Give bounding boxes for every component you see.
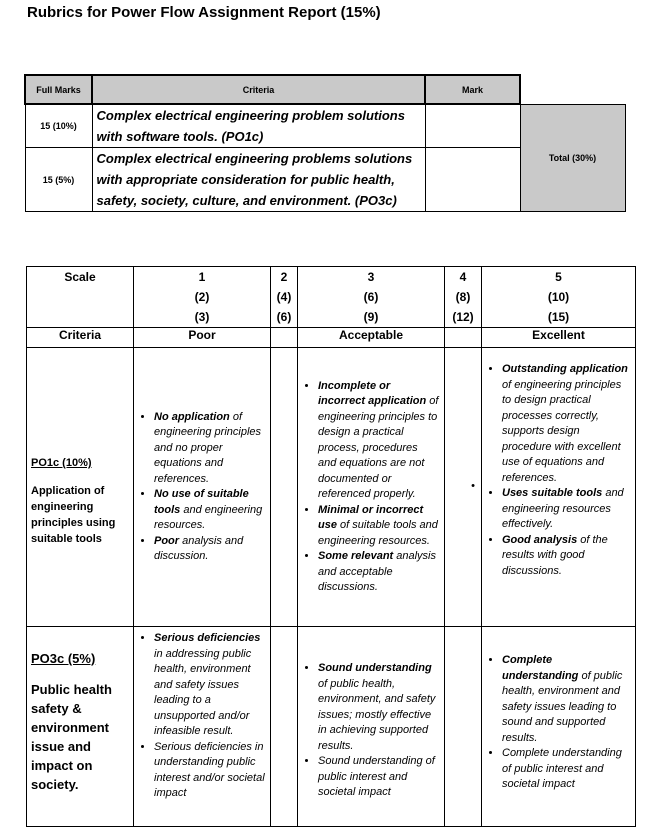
item-text: of public health, environment, and safety issues; mostly effective in achieving supported results. [318,677,436,752]
bold-text: Serious deficiencies [154,632,261,644]
po3c-poor-list [138,631,265,802]
item-text: of the results with good discussions. [502,533,608,577]
item-text: of engineering principles to design a practical process, procedures and equations are not documented or referenced properly. [318,395,439,500]
po3c-code: PO3c (5%) [31,651,96,666]
list-item [502,533,630,580]
bold-text: Incomplete or incorrect application [318,379,427,407]
item-text: and engineering resources effectively. [502,487,624,530]
item-text: Serious deficiencies in understanding public interest and/or societal impact [154,740,265,799]
list-item [318,661,439,754]
scale-1-value-c: (3) [194,310,210,324]
marks-table [24,74,626,212]
po3c-acceptable-cell [298,627,445,827]
list-item [318,549,439,596]
item-text: Complete understanding of public interest and societal impact [502,747,622,790]
scale-col-1 [134,267,271,328]
po3c-excellent-cell [482,627,636,827]
item-text: analysis and discussion. [154,534,244,562]
bold-text: Minimal or incorrect use [318,503,424,531]
list-item [318,754,439,801]
full-marks-header: Full Marks [25,75,92,104]
criteria-po3c: Complex electrical engineering problems solutions with appropriate consideration for public health, safety, society, culture, and environment. (PO3c) [92,148,425,212]
scale-2-value-c: (6) [276,310,292,324]
scale-label [27,267,134,328]
list-item [318,379,439,503]
po1c-excellent-cell [482,348,636,627]
bold-text: Uses suitable tools [502,487,603,499]
criteria-po1c: Complex electrical engineering problem solutions with software tools. (PO1c) [92,104,425,148]
po1c-excellent-list [486,362,630,579]
item-text: of engineering principles to design practical processes correctly, supports design procedure with excellent use of equations and references. [502,378,622,484]
po3c-poor-cell [134,627,271,827]
po3c-col-4 [445,627,482,827]
item-text: Sound understanding of public interest and societal impact [318,755,435,798]
po3c-col-2 [271,627,298,827]
scale-col-3 [298,267,445,328]
item-text: of suitable tools and engineering resources. [318,519,438,547]
po3c-description: Public health safety & environment issue and impact on society. [31,682,112,792]
bold-text: Sound understanding [318,662,432,674]
bold-text: Outstanding application [502,363,628,375]
page-title: Rubrics for Power Flow Assignment Report (15%) [27,4,381,21]
po1c-poor-cell [134,348,271,627]
item-text: of public health, environment and safety issues leading to sound and supported results. [502,669,623,744]
label-col-4 [445,328,482,348]
list-item [502,486,630,533]
mark-input-po3c[interactable] [425,148,520,212]
list-item [154,631,265,740]
mark-header: Mark [425,75,520,104]
po1c-acceptable-cell [298,348,445,627]
scale-1-value-b: (2) [194,290,210,304]
scale-5-value-b: (10) [547,290,570,304]
bold-text: Some relevant [318,550,394,562]
po1c-criteria-cell [27,348,134,627]
po1c-poor-list [138,410,265,565]
list-item [154,740,265,802]
criteria-label: Criteria [27,328,134,348]
scale-4-value-b: (8) [455,290,471,304]
bold-text: Good analysis [502,533,578,546]
total-cell: Total (30%) [520,104,625,212]
scale-col-4 [445,267,482,328]
scale-label-text: Scale [64,270,96,284]
item-text: analysis and acceptable discussions. [318,550,436,593]
scale-2-value: 2 [280,270,288,284]
bullet-dot-icon: • [471,480,475,493]
po1c-code: PO1c (10%) [31,457,92,469]
criteria-header: Criteria [92,75,425,104]
scale-3-value: 3 [367,270,375,284]
list-item [318,503,439,550]
rubric-table [26,266,636,827]
bold-text: No use of suitable tools [154,488,249,516]
item-text: and engineering resources. [154,503,263,531]
item-text: in addressing public health, environment and safety issues leading to a unsupported and/or infeasible result. [154,647,252,737]
full-marks-po3c: 15 (5%) [25,148,92,212]
po1c-col-4 [445,348,482,627]
scale-col-2 [271,267,298,328]
excellent-label: Excellent [482,328,636,348]
po1c-description: Application of engineering principles using suitable tools [31,485,116,545]
list-item [154,534,265,565]
po1c-acceptable-list [302,379,439,596]
poor-label: Poor [134,328,271,348]
full-marks-po1c: 15 (10%) [25,104,92,148]
bold-text: Complete understanding [502,654,579,682]
scale-3-value-c: (9) [363,310,379,324]
bold-text: No application [154,410,230,423]
scale-5-value: 5 [555,270,562,284]
acceptable-label: Acceptable [298,328,445,348]
list-item [154,410,265,488]
po3c-acceptable-list [302,661,439,801]
item-text: of engineering principles and no proper equations and references. [154,410,262,485]
mark-input-po1c[interactable] [425,104,520,148]
po1c-col-2 [271,348,298,627]
list-item [502,362,630,486]
scale-1-value: 1 [198,270,206,284]
scale-col-5 [482,267,636,328]
bold-text: Poor [154,534,180,547]
label-col-2 [271,328,298,348]
list-item [502,746,630,793]
po3c-excellent-list [486,653,630,793]
scale-5-value-c: (15) [547,310,570,324]
list-item [502,653,630,746]
po3c-criteria-cell [27,627,134,827]
scale-4-value: 4 [459,270,467,284]
scale-2-value-b: (4) [276,290,292,304]
scale-3-value-b: (6) [363,290,379,304]
scale-4-value-c: (12) [452,310,474,324]
list-item [154,487,265,534]
